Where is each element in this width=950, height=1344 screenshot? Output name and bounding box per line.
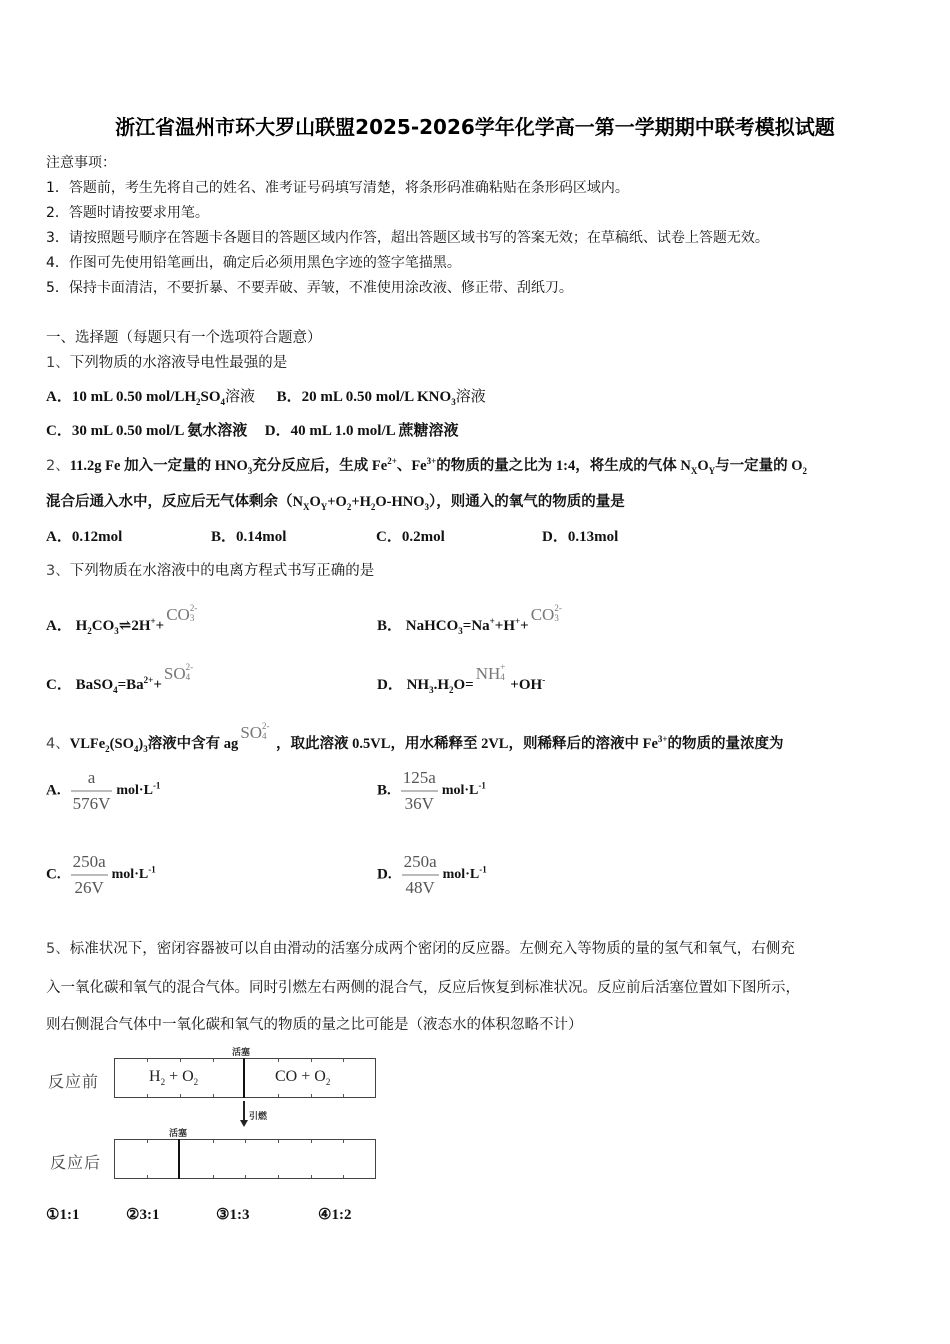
question-5-line-1: 5、标准状况下，密闭容器被可以自由滑动的活塞分成两个密闭的反应器。左侧充入等物质的量的氢气和氧气，右侧充	[46, 941, 795, 957]
notice-heading: 注意事项：	[46, 155, 116, 171]
question-4-option-c[interactable]: C. $\frac{250a}{26V}$ $mol\cdot L^{-1}$	[46, 852, 156, 897]
notice-item-5: 5．保持卡面清洁，不要折暴、不要弄破、弄皱，不准使用涂改液、修正带、刮纸刀。	[46, 280, 573, 296]
notice-item-3: 3．请按照题号顺序在答题卡各题目的答题区域内作答，超出答题区域书写的答案无效；在草稿纸、试卷上答题无效。	[46, 230, 769, 246]
exam-title: 浙江省温州市环大罗山联盟2025-2026学年化学高一第一学期期中联考模拟试题	[115, 115, 835, 139]
before-container	[114, 1058, 376, 1098]
option-b[interactable]: B．20 mL 0.50 mol/L $KNO_3$溶液	[276, 387, 486, 407]
question-2-option-b[interactable]: B．0.14mol	[211, 529, 287, 545]
fraction: $\frac{125a}{36V}$	[402, 768, 436, 813]
question-4-option-d[interactable]: D. $\frac{250a}{48V}$ $mol\cdot L^{-1}$	[377, 852, 487, 897]
carbonate-ion: CO 2- 3	[530, 603, 562, 624]
option-c[interactable]: C．	[46, 423, 72, 439]
question-number: 1、	[46, 355, 70, 371]
question-3-option-d[interactable]: D． $NH_3.H_2O=NH$ + 4 +OH-	[377, 662, 546, 695]
question-4-option-b[interactable]: B. $\frac{125a}{36V}$ $mol\cdot L^{-1}$	[377, 768, 486, 813]
piston-label-after: 活塞	[169, 1129, 188, 1139]
option-a[interactable]: A．10 mL 0.50 mol/$LH_2SO_4$溶液	[46, 387, 256, 407]
sulfate-ion: SO 2- 4	[163, 662, 194, 683]
question-2-option-d[interactable]: D．0.13mol	[542, 529, 619, 545]
question-2-option-a[interactable]: A．0.12mol	[46, 529, 123, 545]
fraction: $\frac{250a}{26V}$	[72, 852, 106, 897]
choice-2[interactable]: ②3:1	[126, 1207, 160, 1223]
section-heading: 一、选择题（每题只有一个选项符合题意）	[46, 330, 322, 346]
piston-diagram	[44, 1040, 384, 1185]
choice-1[interactable]: ①1:1	[46, 1207, 80, 1223]
question-3-option-a[interactable]: A． $H_2CO_3\rightleftharpoons 2H^++CO$ 2- 3	[46, 603, 198, 636]
choice-3[interactable]: ③1:3	[216, 1207, 250, 1223]
left-gas-label: $H_2 + O_2$	[149, 1068, 199, 1088]
fraction: $\frac{250a}{48V}$	[403, 852, 437, 897]
after-container	[114, 1139, 376, 1179]
question-5-line-2: 入一氧化碳和氧气的混合气体。同时引燃左右两侧的混合气，反应后恢复到标准状况。反应前后活塞位置如下图所示，	[46, 980, 800, 996]
piston-before	[243, 1058, 245, 1098]
question-3-option-c[interactable]: C． $BaSO_4=Ba^{2+}+SO$ 2- 4	[46, 662, 194, 695]
question-5-line-3: 则右侧混合气体中一氧化碳和氧气的物质的量之比可能是（液态水的体积忽略不计）	[46, 1017, 583, 1033]
sulfate-ion: SO 2- 4	[240, 721, 270, 742]
arrow-head-icon	[240, 1120, 248, 1127]
option-d-text: 40 mL 1.0 mol/L 蔗糖溶液	[290, 423, 459, 439]
notice-item-1: 1．答题前，考生先将自己的姓名、准考证号码填写清楚，将条形码准确粘贴在条形码区域内。	[46, 180, 629, 196]
question-2-option-c[interactable]: C．0.2mol	[376, 529, 445, 545]
before-label: 反应前	[48, 1072, 100, 1091]
question-1-stem	[46, 351, 287, 372]
notice-item-2: 2．答题时请按要求用笔。	[46, 205, 209, 221]
question-text: 下列物质的水溶液导电性最强的是	[69, 355, 288, 371]
right-gas-label: CO + $O_2$	[275, 1068, 331, 1088]
carbonate-ion: CO 2- 3	[166, 603, 198, 624]
question-1-options-row-2	[46, 419, 459, 440]
option-c-text: 30 mL 0.50 mol/L 氨水溶液	[71, 423, 248, 439]
fraction: $\frac{a}{576V}$	[72, 768, 111, 813]
question-2-stem-line-2: 混合后通入水中，反应后无气体剩余$(N_XO_Y+O_2+H_2O-HNO_3)$，则通入的氧气的物质的量是	[46, 494, 625, 512]
question-3-option-b[interactable]: B． NaHCO$_3$=Na++H++CO 2- 3	[377, 603, 562, 636]
question-1-options-row-1	[46, 385, 486, 406]
after-label: 反应后	[50, 1153, 102, 1172]
piston-label-before: 活塞	[232, 1048, 251, 1058]
ignite-label: 引燃	[249, 1112, 268, 1122]
option-d[interactable]: D．	[264, 423, 291, 439]
notice-item-4: 4．作图可先使用铅笔画出，确定后必须用黑色字迹的签字笔描黑。	[46, 255, 461, 271]
question-4-option-a[interactable]: A. $\frac{a}{576V}$ $mol\cdot L^{-1}$	[46, 768, 161, 813]
question-2-stem-line-1: 2、11.2g Fe 加入一定量的 $HNO_3$充分反应后，生成 $Fe^{2+}$、$Fe^{3+}$的物质的量之比为 1:4，将生成的气体 $N_XO_Y$与一定量的 $O_2$	[46, 456, 808, 476]
choice-4[interactable]: ④1:2	[318, 1207, 352, 1223]
arrow-down-icon	[243, 1101, 245, 1121]
question-3-stem: 3、下列物质在水溶液中的电离方程式书写正确的是	[46, 563, 375, 579]
question-4-stem: 4、$VLFe_2(SO_4)_3$溶液中含有 agSO 2- 4 ，取此溶液 0.5VL，用水稀释至 2VL，则稀释后的溶液中 $Fe^{3+}$的物质的量浓度为	[46, 721, 784, 754]
ammonium-ion: NH + 4	[475, 662, 506, 683]
piston-after	[178, 1139, 180, 1179]
